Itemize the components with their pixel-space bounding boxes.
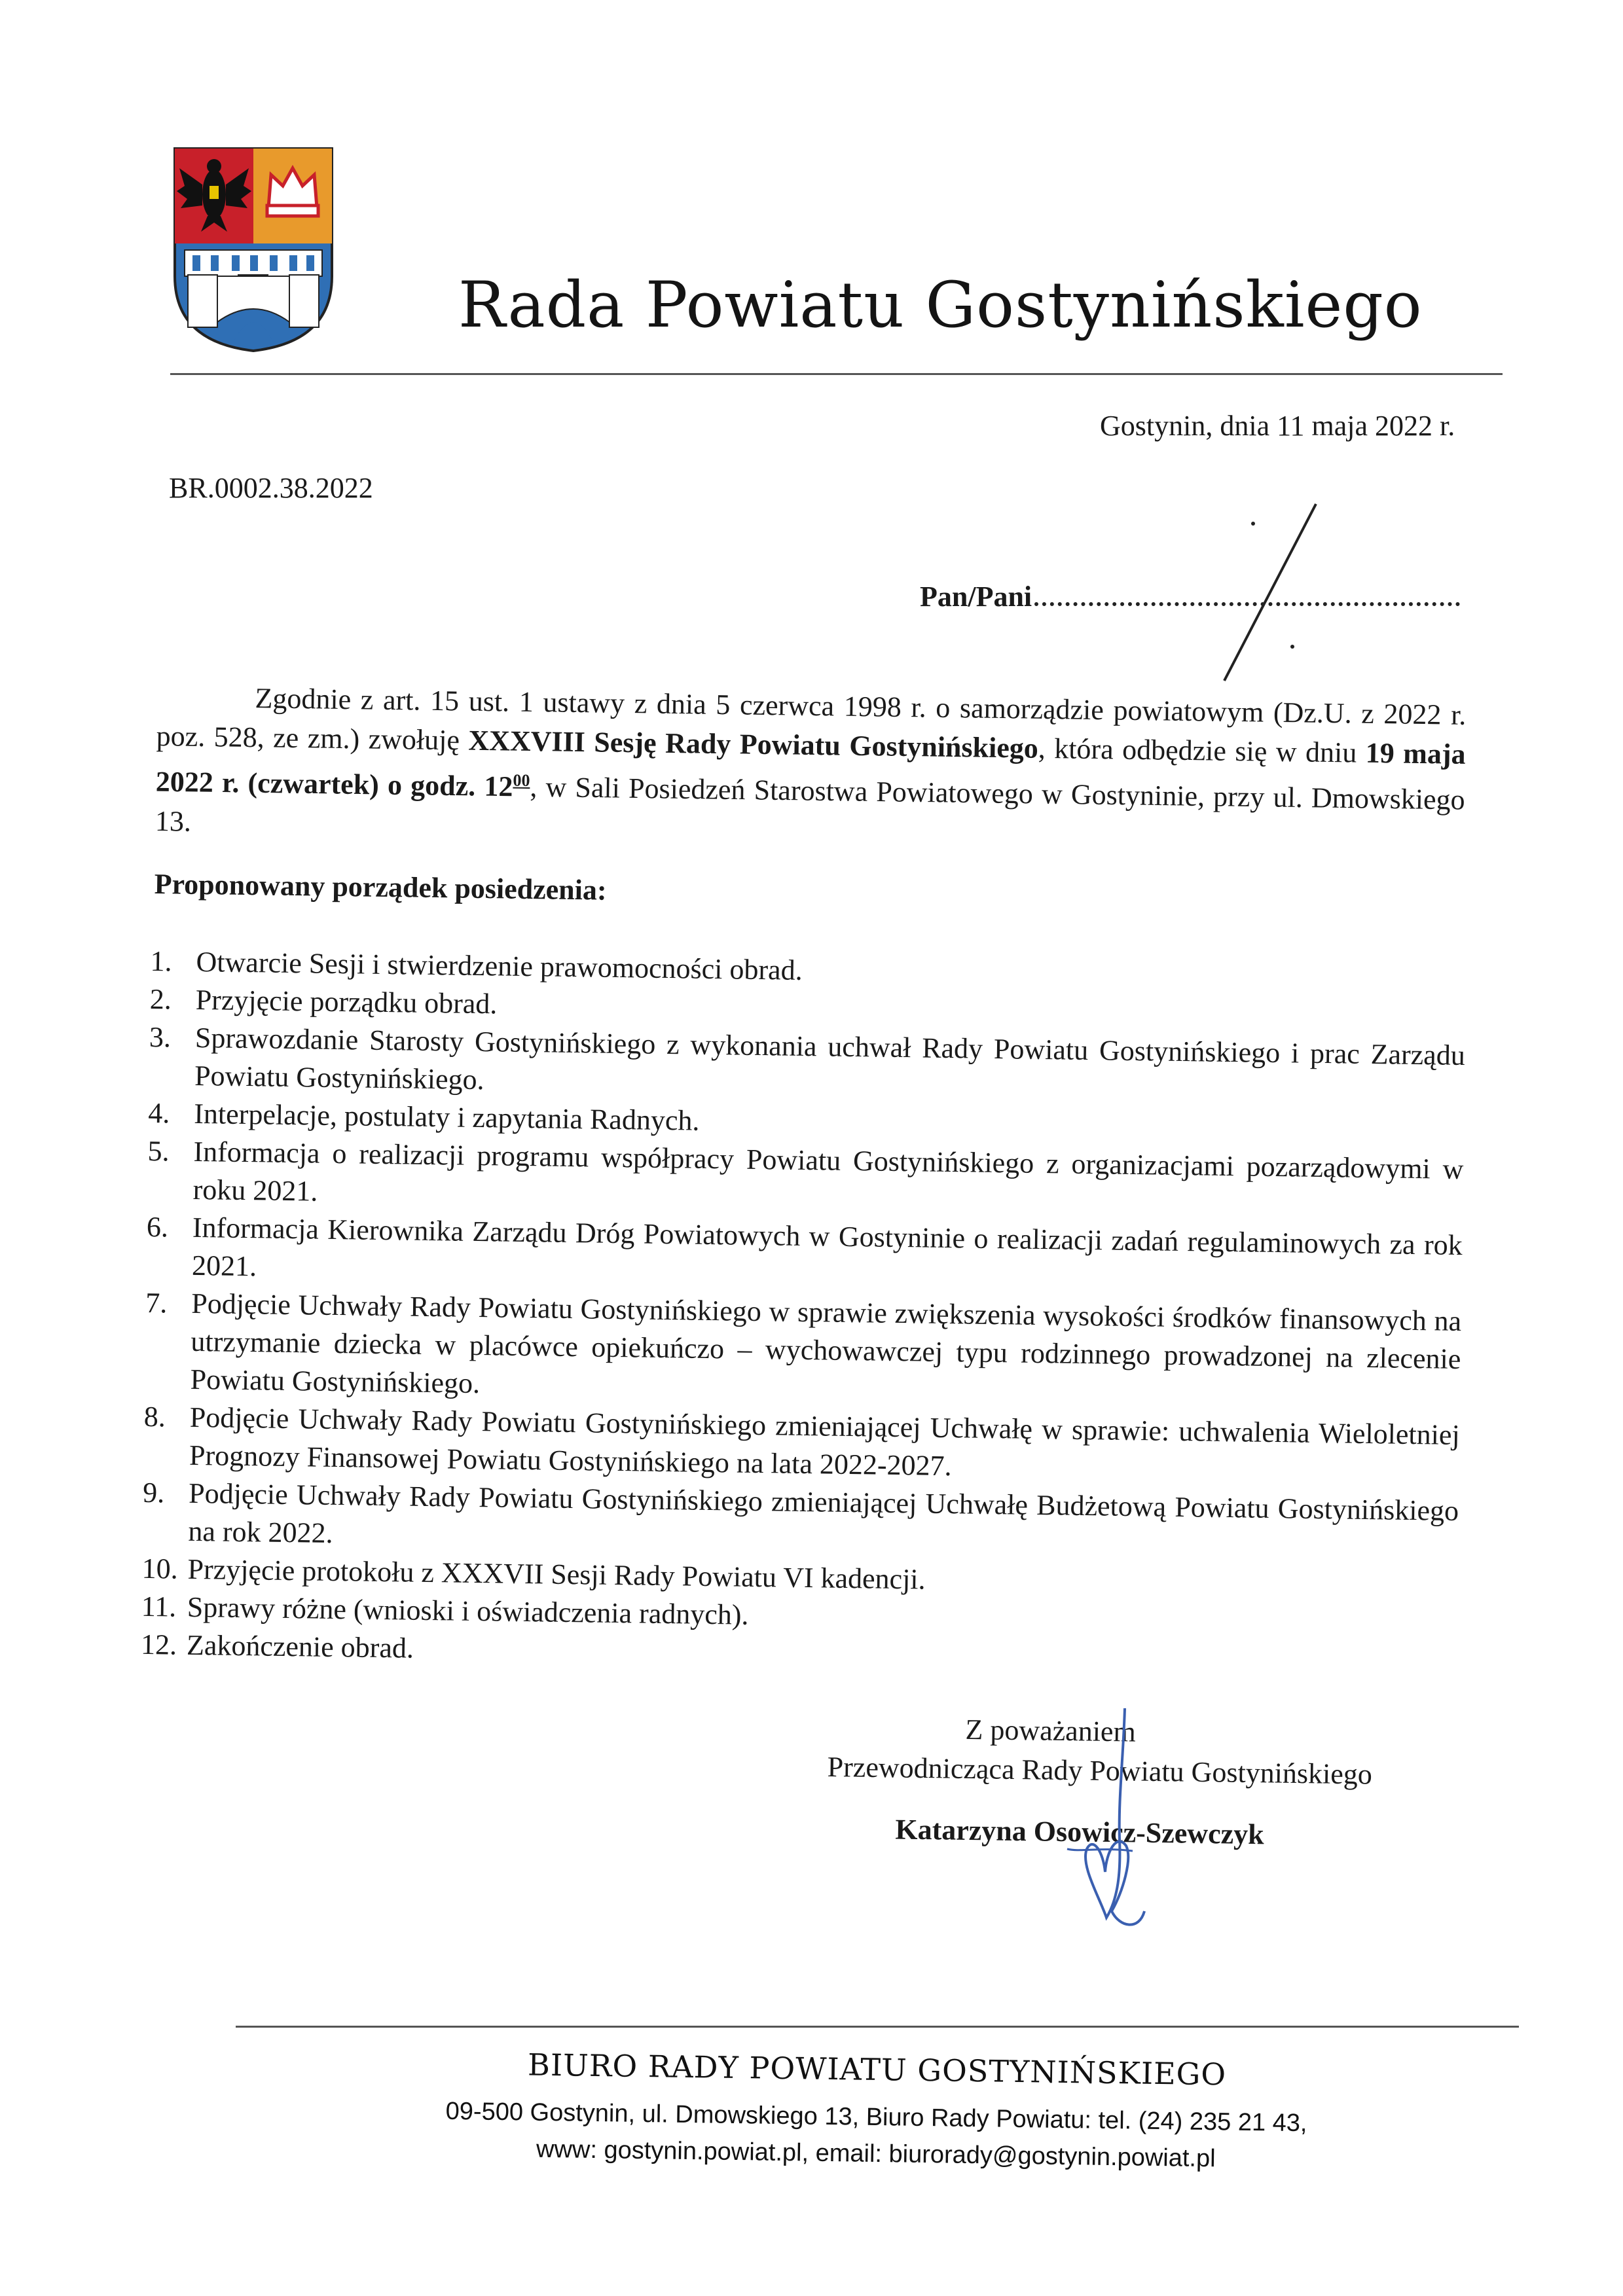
agenda-item-number: 1.: [150, 944, 172, 978]
agenda-item-number: 11.: [141, 1590, 177, 1623]
agenda-item-number: 4.: [148, 1096, 170, 1130]
agenda-item-text: Podjęcie Uchwały Rady Powiatu Gostynińskiego w sprawie zwiększenia wysokości środków finansowych na utrzymanie dziecka w placówce opiekuńczo – wychowawczej typu rodzinnego prowadzonej na zlecenie Powiatu Gostynińskiego.: [190, 1287, 1462, 1400]
agenda-item-number: 9.: [142, 1476, 165, 1509]
session-date: 19 maja 2022 r. (czwartek) o godz. 12: [155, 736, 1466, 803]
footer-contact: www: gostynin.powiat.pl, email: biurorady@gostynin.powiat.pl: [536, 2135, 1216, 2173]
session-minutes: 00: [513, 770, 530, 790]
closing-greeting: Z poważaniem: [965, 1713, 1137, 1748]
footer-address: 09-500 Gostynin, ul. Dmowskiego 13, Biuro Rady Powiatu: tel. (24) 235 21 43,: [445, 2097, 1307, 2138]
handwritten-slash-mark: [1211, 497, 1329, 687]
addressee-line: [920, 576, 1460, 613]
signer-role: Przewodnicząca Rady Powiatu Gostynińskiego: [827, 1750, 1373, 1791]
agenda-item-number: 6.: [146, 1210, 169, 1244]
footer-rule: [236, 2026, 1519, 2028]
reference-number: BR.0002.38.2022: [169, 472, 373, 504]
handwritten-signature: [1041, 1702, 1172, 1937]
intro-text-1: Zgodnie z art. 15 ust. 1 ustawy z dnia 5 czerwca 1998 r. o samorządzie powiatowym (Dz.U. z 2022 r. poz. 528, ze zm.) zwołuję: [156, 682, 1467, 757]
agenda-item-number: 12.: [140, 1628, 177, 1661]
agenda-item-text: Podjęcie Uchwały Rady Powiatu Gostynińskiego zmieniającej Uchwałę Budżetową Powiatu Gostynińskiego na rok 2022.: [188, 1477, 1459, 1549]
agenda-item-number: 5.: [147, 1134, 170, 1168]
agenda-item-number: 8.: [143, 1400, 166, 1433]
intro-text-3: , w Sali Posiedzeń Starostwa Powiatowego w Gostyninie, przy ul. Dmowskiego 13.: [155, 770, 1465, 838]
agenda-item-text: Podjęcie Uchwały Rady Powiatu Gostynińskiego zmieniającej Uchwałę w sprawie: uchwalenia Wieloletniej Prognozy Finansowej Powiatu Gostynińskiego na lata 2022-2027.: [189, 1401, 1461, 1482]
agenda-item-number: 7.: [145, 1286, 168, 1319]
agenda-item-number: 3.: [149, 1020, 172, 1054]
agenda-item-text: Informacja o realizacji programu współpracy Powiatu Gostynińskiego z organizacjami pozarządowymi w roku 2021.: [192, 1135, 1464, 1208]
session-name: XXXVIII Sesję Rady Powiatu Gostynińskiego: [468, 724, 1039, 764]
council-title: Rada Powiatu Gostynińskiego: [458, 268, 1423, 342]
header-rule: [170, 373, 1503, 375]
coat-of-arms-logo: [172, 145, 335, 353]
agenda-item-text: Sprawozdanie Starosty Gostynińskiego z wykonania uchwał Rady Powiatu Gostynińskiego i prac Zarządu Powiatu Gostynińskiego.: [194, 1021, 1466, 1096]
letter-date: Gostynin, dnia 11 maja 2022 r.: [1100, 410, 1455, 442]
footer-office-name: BIURO RADY POWIATU GOSTYNIŃSKIEGO: [527, 2047, 1227, 2092]
agenda-item: [144, 1284, 1461, 1416]
agenda-item-text: Otwarcie Sesji i stwierdzenie prawomocności obrad.: [196, 945, 803, 986]
agenda-item-text: Zakończenie obrad.: [186, 1628, 414, 1664]
agenda-heading: Proponowany porządek posiedzenia:: [154, 867, 607, 906]
agenda-item-text: Informacja Kierownika Zarządu Dróg Powiatowych w Gostyninie o realizacji zadań regulaminowych za rok 2021.: [191, 1211, 1463, 1283]
intro-paragraph: [155, 677, 1467, 859]
addressee-label: Pan/Pani: [920, 581, 1032, 613]
agenda-item-text: Interpelacje, postulaty i zapytania Radnych.: [194, 1097, 700, 1137]
agenda-item-number: 2.: [149, 982, 172, 1016]
agenda-item-text: Przyjęcie protokołu z XXXVII Sesji Rady Powiatu VI kadencji.: [187, 1552, 926, 1596]
intro-text-2: , która odbędzie się w dniu: [1038, 732, 1366, 769]
agenda-item-number: 10.: [141, 1552, 178, 1585]
agenda-item-text: Przyjęcie porządku obrad.: [195, 983, 498, 1020]
footer: [234, 2043, 1519, 2181]
agenda-list: [141, 942, 1467, 1682]
signer-name: Katarzyna Osowicz-Szewczyk: [895, 1813, 1265, 1851]
agenda-item-text: Sprawy różne (wnioski i oświadczenia radnych).: [187, 1590, 749, 1631]
